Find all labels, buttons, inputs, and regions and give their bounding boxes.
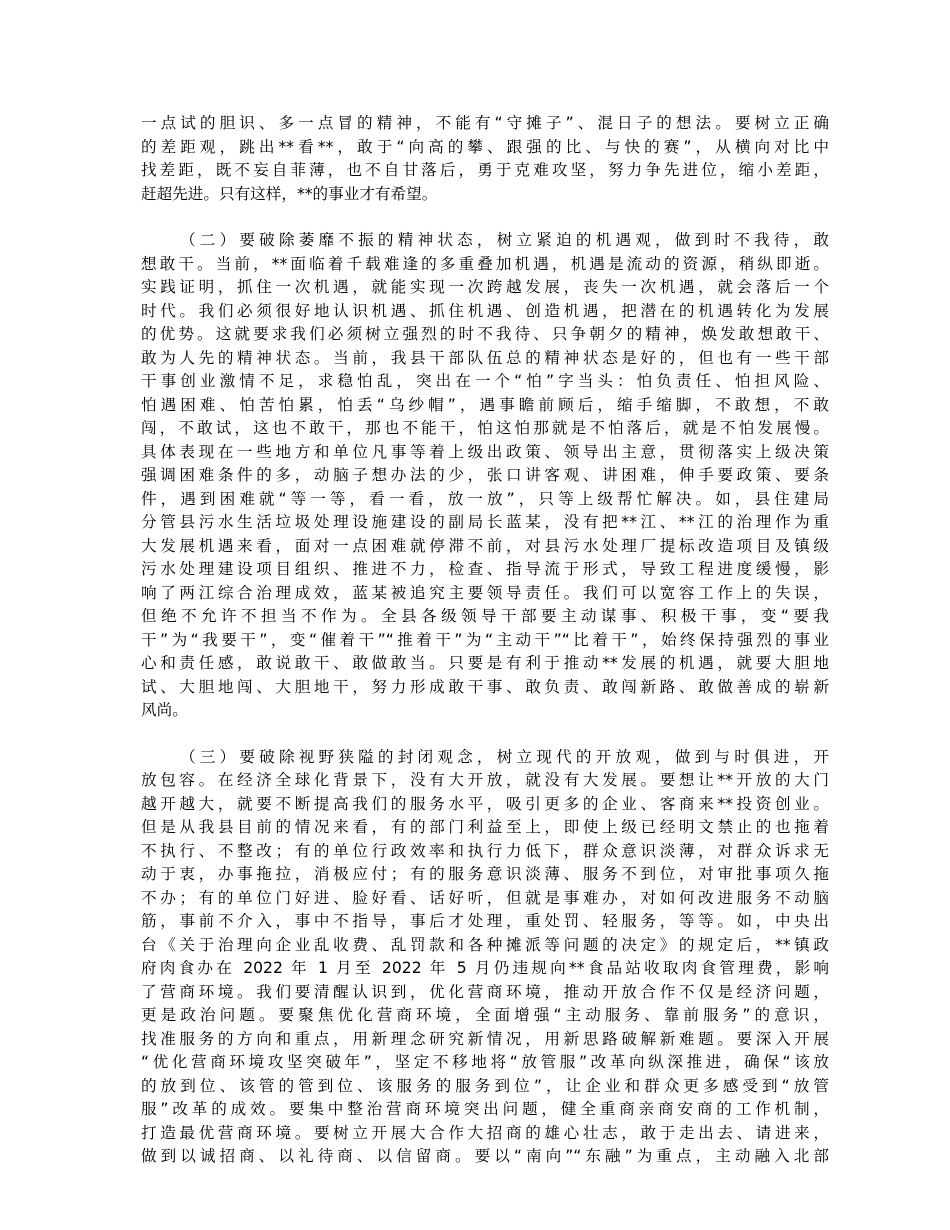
- text-line: 服”改革的成效。要集中整治营商环境突出问题，健全重商亲商安商的工作机制，: [141, 1100, 829, 1118]
- document-page: [141, 112, 829, 1192]
- text-line: 的差距观，跳出**看**，敢于“向高的攀、跟强的比、与快的赛”，从横向对比中: [141, 137, 829, 156]
- text-line: 越开越大，就要不断提高我们的服务水平，吸引更多的企业、客商来**投资创业。: [141, 794, 829, 813]
- text-line: 一点试的胆识、多一点冒的精神，不能有“守摊子”、混日子的想法。要树立正确: [141, 114, 829, 132]
- text-line: 的优势。这就要求我们必须树立强烈的时不我待、只争朝夕的精神，焕发敢想敢干、: [141, 325, 829, 343]
- text-line: 做到以诚招商、以礼待商、以信留商。要以“南向”“东融”为重点，主动融入北部: [141, 1147, 829, 1165]
- text-line: 敢为人先的精神状态。当前，我县干部队伍总的精神状态是好的，但也有一些干部: [141, 348, 829, 367]
- text-line: 府肉食办在 2022 年 1 月至 2022 年 5 月仍违规向**食品站收取肉食管理费，影响: [141, 959, 829, 977]
- text-line: 试、大胆地闯、大胆地干，努力形成敢干事、敢负责、敢闯新路、敢做善成的崭新: [141, 677, 829, 696]
- text-line: 想敢干。当前，**面临着千载难逢的多重叠加机遇，机遇是流动的资源，稍纵即逝。: [141, 254, 829, 273]
- text-line: 污水处理建设项目组织、推进不力，检查、指导流于形式，导致工程进度缓慢，影: [141, 560, 829, 578]
- text-line: 实践证明，抓住一次机遇，就能实现一次跨越发展，丧失一次机遇，就会落后一个: [141, 278, 829, 296]
- text-line: 干事创业激情不足，求稳怕乱，突出在一个“怕”字当头：怕负责任、怕担风险、: [141, 372, 829, 390]
- paragraph-1: [141, 112, 829, 206]
- text-line: 动于衷，办事拖拉，消极应付；有的服务意识淡薄、服务不到位，对审批事项久拖: [141, 865, 829, 883]
- text-line: 放包容。在经济全球化背景下，没有大开放，就没有大发展。要想让**开放的大门: [141, 771, 829, 789]
- text-line: 不办；有的单位门好进、脸好看、话好听，但就是事难办，对如何改进服务不动脑: [141, 888, 829, 907]
- text-line: （二）要破除萎靡不振的精神状态，树立紧迫的机遇观，做到时不我待，敢: [180, 231, 829, 249]
- text-line: 具体表现在一些地方和单位凡事等着上级出政策、领导出主意，贯彻落实上级决策: [141, 442, 829, 461]
- text-line: 大发展机遇来看，面对一点困难就停滞不前，对县污水处理厂提标改造项目及镇级: [141, 536, 829, 555]
- text-line: 时代。我们必须很好地认识机遇、抓住机遇、创造机遇，把潜在的机遇转化为发展: [141, 301, 829, 320]
- text-line: （三）要破除视野狭隘的封闭观念，树立现代的开放观，做到与时俱进，开: [180, 747, 829, 766]
- text-line: “优化营商环境攻坚突破年”，坚定不移地将“放管服”改革向纵深推进，确保“该放: [141, 1053, 829, 1071]
- text-line: 但是从我县目前的情况来看，有的部门利益至上，即使上级已经明文禁止的也拖着: [141, 818, 829, 836]
- text-line: 打造最优营商环境。要树立开展大合作大招商的雄心壮志，敢于走出去、请进来，: [141, 1123, 829, 1142]
- text-line: 了营商环境。我们要清醒认识到，优化营商环境，推动开放合作不仅是经济问题，: [141, 982, 829, 1001]
- text-line: 台《关于治理向企业乱收费、乱罚款和各种摊派等问题的决定》的规定后，**镇政: [141, 935, 829, 954]
- text-line: 件，遇到困难就“等一等，看一看，放一放”，只等上级帮忙解决。如，县住建局: [141, 489, 829, 508]
- text-line: 干”为“我要干”，变“催着干”“推着干”为“主动干”“比着干”，始终保持强烈的事业: [141, 630, 829, 649]
- text-line: 但绝不允许不担当不作为。全县各级领导干部要主动谋事、积极干事，变“要我: [141, 607, 829, 625]
- text-line: 更是政治问题。要聚焦优化营商环境，全面增强“主动服务、靠前服务”的意识，: [141, 1006, 829, 1024]
- text-line: 响了两江综合治理成效，蓝某被追究主要领导责任。我们可以宽容工作上的失误，: [141, 583, 829, 602]
- text-line: 找差距，既不妄自菲薄，也不自甘落后，勇于克难攻坚，努力争先进位，缩小差距，: [141, 161, 829, 179]
- text-line: 分管县污水生活垃圾处理设施建设的副局长蓝某，没有把**江、**江的治理作为重: [141, 513, 829, 531]
- text-line: 闯，不敢试，这也不敢干，那也不能干，怕这怕那就是不怕落后，就是不怕发展慢。: [141, 419, 829, 437]
- text-line: 强调困难条件的多，动脑子想办法的少，张口讲客观、讲困难，伸手要政策、要条: [141, 466, 829, 484]
- text-line: 怕遇困难、怕苦怕累，怕丢“乌纱帽”，遇事瞻前顾后，缩手缩脚，不敢想，不敢: [141, 395, 829, 414]
- text-line: 的放到位、该管的管到位、该服务的服务到位”，让企业和群众更多感受到“放管: [141, 1076, 829, 1095]
- paragraph-3: [141, 746, 829, 1169]
- text-line: 筋，事前不介入，事中不指导，事后才处理，重处罚、轻服务，等等。如，中央出: [141, 912, 829, 930]
- text-line: 心和责任感，敢说敢干、敢做敢当。只要是有利于推动**发展的机遇，就要大胆地: [141, 654, 829, 672]
- paragraph-2: [141, 229, 829, 723]
- text-line: 找准服务的方向和重点，用新理念研究新情况，用新思路破解新难题。要深入开展: [141, 1029, 829, 1048]
- text-line: 不执行、不整改；有的单位行政效率和执行力低下，群众意识淡薄，对群众诉求无: [141, 841, 829, 860]
- text-line: 风尚。: [141, 701, 188, 719]
- text-line: 赶超先进。只有这样，**的事业才有希望。: [141, 184, 438, 203]
